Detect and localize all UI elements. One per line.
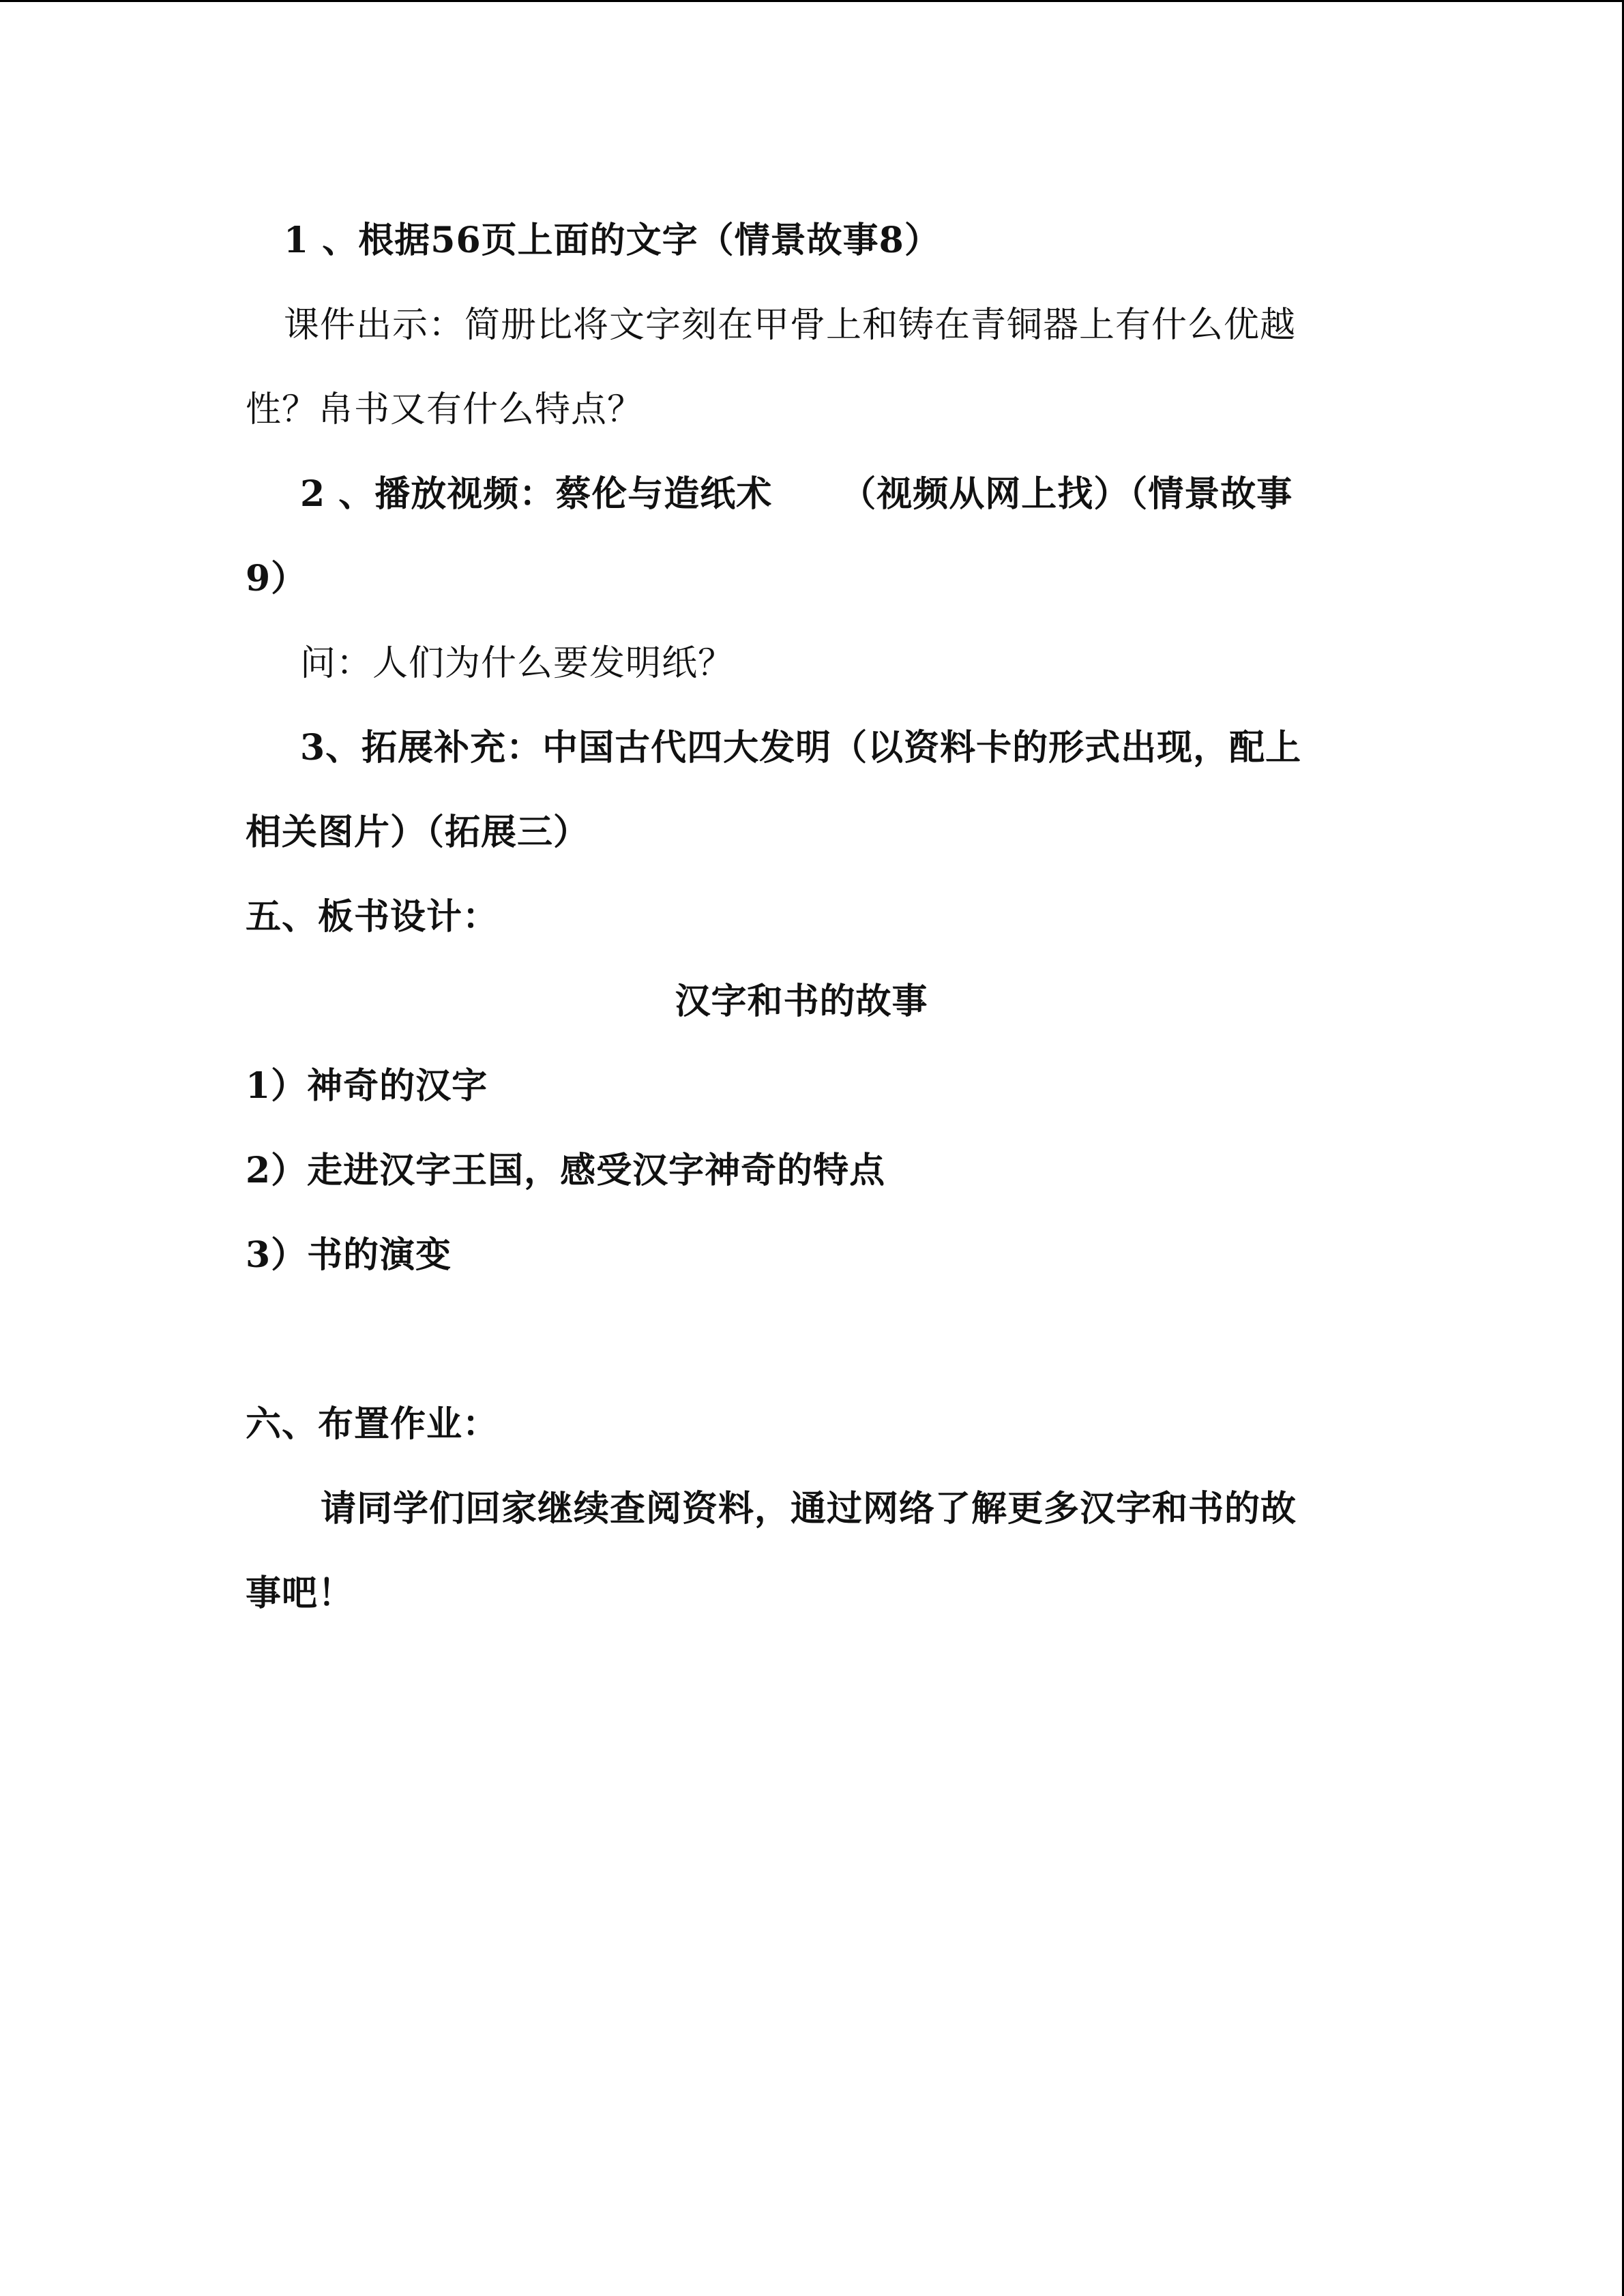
homework-line2: 事吧！ — [246, 1572, 355, 1614]
item2-heading-part2: （视频从网上找）（情景故事 — [840, 473, 1293, 515]
item3-line2: 相关图片）（拓展三） — [246, 811, 590, 853]
item2-heading-part1: 2 、播放视频：蔡伦与造纸术 — [300, 473, 773, 515]
item1-text-line1: 课件出示：简册比将文字刻在甲骨上和铸在青铜器上有什么优越 — [284, 305, 1297, 346]
item2-heading-line2: 9） — [246, 558, 308, 599]
item1-text-line2: 性？帛书又有什么特点？ — [246, 389, 644, 430]
section5-heading: 五、板书设计： — [246, 896, 499, 938]
board-point: 3）书的演变 — [246, 1234, 452, 1276]
item2-heading — [300, 474, 1293, 515]
item2-question: 问：人们为什么要发明纸？ — [300, 643, 735, 684]
item3-line1: 3、拓展补充：中国古代四大发明（以资料卡的形式出现，配上 — [300, 727, 1302, 769]
homework-line1: 请同学们回家继续查阅资料，通过网络了解更多汉字和书的故 — [321, 1488, 1297, 1530]
board-title: 汉字和书的故事 — [675, 981, 928, 1022]
board-point: 2）走进汉字王国，感受汉字神奇的特点 — [246, 1150, 886, 1191]
item1-heading: 1 、根据56页上面的文字（情景故事8） — [284, 220, 941, 261]
section6-heading: 六、布置作业： — [246, 1403, 499, 1445]
board-point: 1）神奇的汉字 — [246, 1065, 488, 1107]
